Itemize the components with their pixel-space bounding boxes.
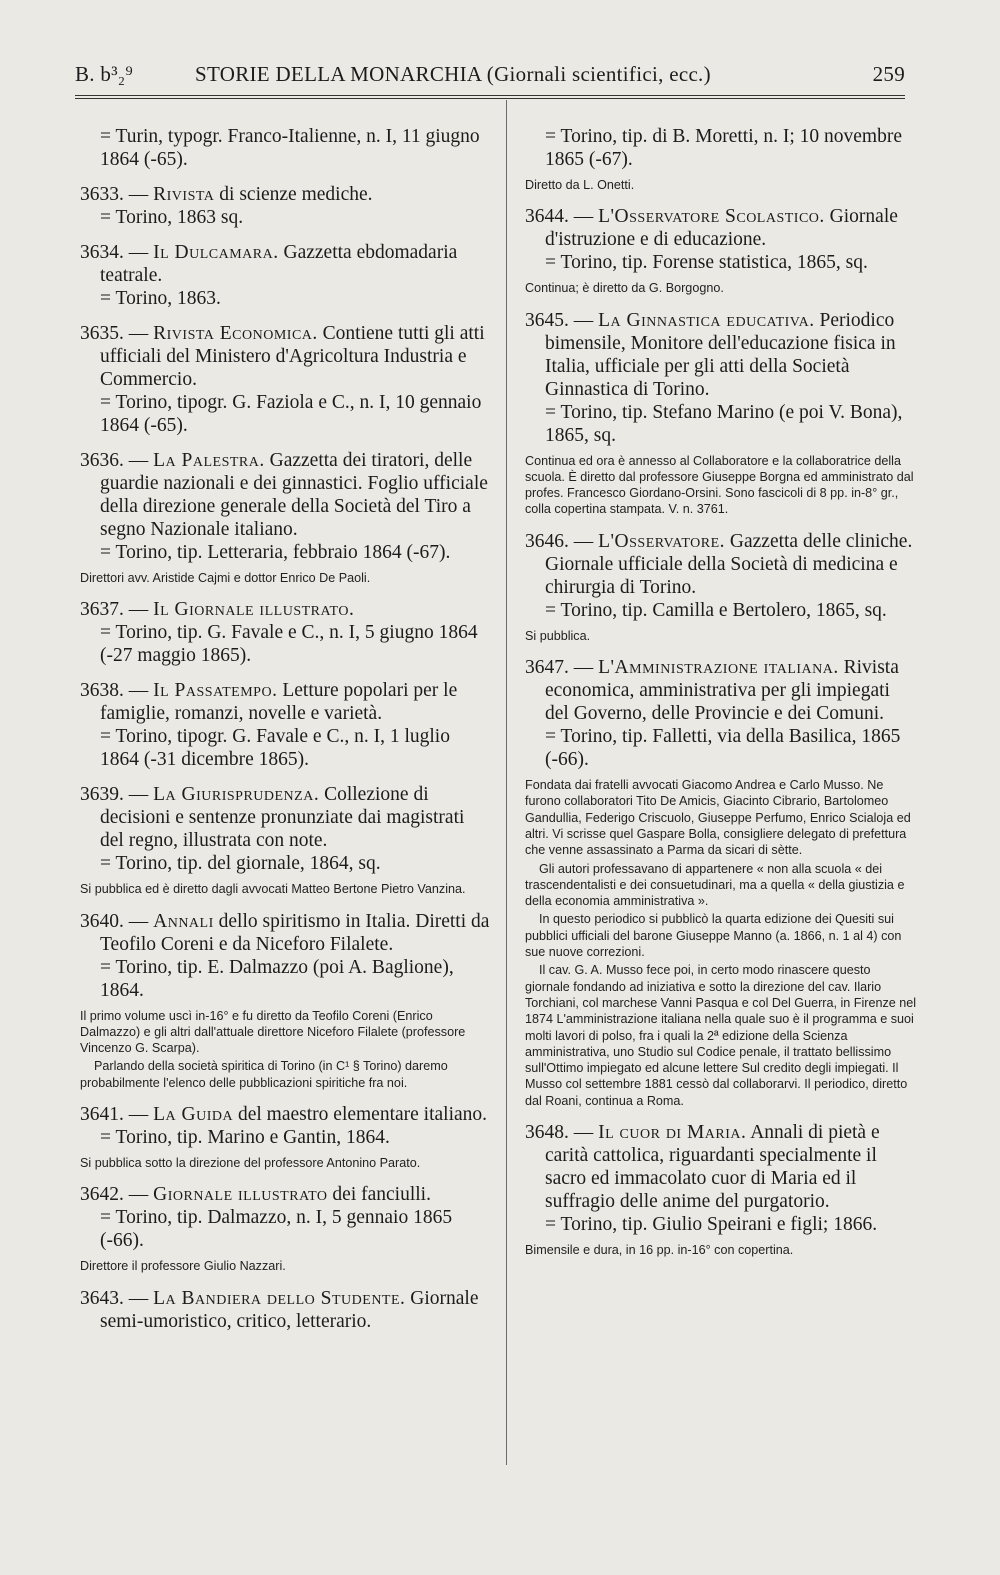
entry-description: Gazzetta dei tiratori, delle guardie nazionali e dei ginnastici. Foglio ufficiale della direzione generale della Società del Tiro a segno Nazionale italiano. [100,450,488,540]
periodical-title: La Ginnastica educativa. [598,309,815,331]
entry-heading: 3648. — Il cuor di Maria. Annali di pietà e carità cattolica, riguardanti specialmente il sacro ed immacolato cuor di Maria ed il suffragio delle anime del purgatorio. [525,1122,880,1213]
entry-description: Gazzetta ebdomadaria teatrale. [100,242,458,286]
running-title: STORIE DELLA MONARCHIA (Giornali scientifici, ecc.) [195,62,711,86]
periodical-title: L'Osservatore. [598,530,726,552]
periodical-title: Giornale illustrato [153,1184,328,1206]
entry-description: Collezione di decisioni e sentenze pronunziate dai magistrati del regno, illustrata con note. [100,784,465,852]
imprint-line: = Torino, tip. Letteraria, febbraio 1864 (-67). [100,542,451,563]
periodical-title: Annali [153,910,214,932]
signature-mark: B. b³₂⁹ [75,62,134,86]
catalog-entry [525,309,917,518]
periodical-title: La Palestra. [153,450,265,471]
entry-note: Si pubblica. [525,628,591,643]
periodical-title: L'Osservatore Scolastico. [598,206,825,228]
entry-description: dello spiritismo in Italia. Diretti da Teofilo Coreni e da Niceforo Filalete. [100,910,490,955]
entry-heading: 3645. — La Ginnastica educativa. Periodico bimensile, Monitore dell'educazione fisica in Italia, ufficiale per gli atti della Società Ginnastica di Torino. [525,309,896,400]
imprint-line: = Torino, tip. Forense statistica, 1865, sq. [545,252,868,274]
imprint-line: = Torino, tip. di B. Moretti, n. I; 10 novembre 1865 (-67). [545,126,902,170]
running-header [75,58,905,88]
catalog-entry [80,183,490,229]
entry-description: Contiene tutti gli atti ufficiali del Ministero d'Agricoltura Industria e Commercio. [100,323,485,390]
entry-description: Letture popolari per le famiglie, romanzi, novelle e varietà. [100,680,458,725]
imprint-line: = Torino, tip. G. Favale e C., n. I, 5 giugno 1864 (-27 maggio 1865). [100,622,478,667]
catalog-entry [80,449,490,586]
entry-heading: 3636. — La Palestra. Gazzetta dei tiratori, delle guardie nazionali e dei ginnastici. Foglio ufficiale della direzione generale della Società del Tiro a segno Nazionale italiano. [80,450,488,540]
left-column [80,125,490,1345]
entry-number: 3641. [80,1104,124,1126]
entry-heading: 3646. — L'Osservatore. Gazzetta delle cliniche. Giornale ufficiale della Società di medicina e chirurgia di Torino. [525,530,913,598]
imprint-line: = Torino, 1863 sq. [100,207,244,228]
periodical-title: Il Passatempo. [153,680,278,702]
periodical-title: L'Amministrazione italiana. [598,657,839,679]
entry-heading: 3643. — La Bandiera dello Studente. Giornale semi-umoristico, critico, letterario. [80,1287,479,1332]
periodical-title: Rivista Economica. [153,323,318,344]
entry-note: Diretto da L. Onetti. [525,178,635,192]
entry-note: Direttori avv. Aristide Cajmi e dottor Enrico De Paoli. [80,571,371,585]
entry-number: 3645. [525,309,569,331]
entry-description: Rivista economica, amministrativa per gli impiegati del Governo, delle Provincie e dei Comuni. [545,657,899,725]
column-divider [506,100,507,1465]
entry-note: Fondata dai fratelli avvocati Giacomo Andrea e Carlo Musso. Ne furono collaboratori Tito De Amicis, Giacinto Cibrario, Bartolomeo Gandullia, Federigo Criscuolo, Giuseppe Perfumo, Enrico Scialoja ed altri. Vi scrisse quel Gaspare Bolla, consigliere delegato di prefettura che venne assassinato a Parma da sicari di sètte. [525,778,911,858]
imprint-line: = Torino, tip. del giornale, 1864, sq. [100,853,381,875]
entry-note: Il cav. G. A. Musso fece poi, in certo modo rinascere questo giornale fondando ad iniziativa e sotto la direzione del cav. Ilario Torchiani, col marchese Vanni Pasqua e col Del Guerra, in Firenze nel 1874 L'amministrazione italiana nella quale suo è il programma e suoi molti lavori di polso, fra i quali la 2ª edizione della Scienza amministrativa, uno Studio sul Codice penale, il trattato bellissimo sull'Ottimo impiegato ed alcune lettere Sul credito degli impiegati. Il Musso col settembre 1881 cessò dal collaborarvi. Il periodico, diretto dal Roani, continua a Roma. [525,963,917,1108]
entry-number: 3646. [525,530,569,552]
entry-number: 3639. [80,784,124,806]
entry-number: 3637. [80,599,124,621]
catalog-entry [80,910,490,1091]
entry-number: 3638. [80,680,124,702]
entry-heading: 3639. — La Giurisprudenza. Collezione di decisioni e sentenze pronunziate dai magistrati del regno, illustrata con note. [80,784,465,852]
entry-heading: 3641. — La Guida del maestro elementare italiano. [80,1104,488,1126]
entry-heading: 3647. — L'Amministrazione italiana. Rivista economica, amministrativa per gli impiegati del Governo, delle Provincie e dei Comuni. [525,657,899,725]
catalog-entry [80,1183,490,1274]
catalog-entry [80,598,490,667]
entry-description: del maestro elementare italiano. [233,1104,488,1126]
header-rule [75,95,905,96]
catalog-entry [525,530,917,644]
entry-heading: 3642. — Giornale illustrato dei fanciulli. [80,1184,431,1206]
catalog-entry [80,125,490,171]
entry-note: Parlando della società spiritica di Torino (in C¹ § Torino) daremo probabilmente l'elenco delle pubblicazioni spiritiche fra noi. [80,1059,448,1090]
entry-description: Periodico bimensile, Monitore dell'educazione fisica in Italia, ufficiale per gli atti della Società Ginnastica di Torino. [545,309,896,400]
periodical-title: Il cuor di Maria. [598,1122,747,1144]
entry-number: 3642. [80,1184,124,1206]
entry-number: 3635. [80,323,124,344]
entry-number: 3636. [80,450,124,471]
entry-number: 3647. [525,657,569,679]
periodical-title: La Bandiera dello Studente. [153,1287,406,1309]
catalog-entry [525,656,917,1109]
periodical-title: Il Giornale illustrato. [153,599,355,621]
entry-description: dei fanciulli. [327,1184,431,1206]
entry-note: In questo periodico si pubblicò la quarta edizione dei Quesiti sui pubblici ufficiali del barone Giuseppe Manno (a. 1866, n. 1 al 4) con sue nuove correzioni. [525,912,902,960]
entry-heading: 3633. — Rivista di scienze mediche. [80,184,373,205]
right-column [525,125,917,1270]
imprint-line: = Torino, tip. Marino e Gantin, 1864. [100,1127,390,1149]
entry-number: 3644. [525,206,569,228]
catalog-entry [80,241,490,310]
imprint-line: = Torino, tipogr. G. Favale e C., n. I, 1 luglio 1864 (-31 dicembre 1865). [100,726,450,771]
periodical-title: La Guida [153,1104,234,1126]
header-rule-double [75,98,905,99]
imprint-line: = Torino, tip. Camilla e Bertolero, 1865, sq. [545,599,887,621]
periodical-title: La Giurisprudenza. [153,784,320,806]
imprint-line: = Torino, tip. Stefano Marino (e poi V. Bona), 1865, sq. [545,401,903,446]
catalog-entry [80,1287,490,1333]
entry-description: Giornale semi-umoristico, critico, letterario. [100,1287,479,1332]
entry-number: 3634. [80,242,124,263]
entry-note: Si pubblica ed è diretto dagli avvocati Matteo Bertone Pietro Vanzina. [80,882,466,897]
entry-heading: 3637. — Il Giornale illustrato. [80,599,355,621]
entry-note: Bimensile e dura, in 16 pp. in-16° con copertina. [525,1243,794,1258]
imprint-line: = Torino, tipogr. G. Faziola e C., n. I, 10 gennaio 1864 (-65). [100,392,482,436]
catalog-entry [80,679,490,771]
entry-number: 3648. [525,1122,569,1144]
entry-description: Giornale d'istruzione e di educazione. [545,206,898,251]
page-number: 259 [872,62,905,86]
entry-heading: 3635. — Rivista Economica. Contiene tutti gli atti ufficiali del Ministero d'Agricoltura Industria e Commercio. [80,323,485,390]
entry-description: di scienze mediche. [214,184,373,205]
imprint-line: = Torino, tip. Falletti, via della Basilica, 1865 (-66). [545,726,901,771]
catalog-entry [80,322,490,437]
entry-heading: 3634. — Il Dulcamara. Gazzetta ebdomadaria teatrale. [80,242,458,286]
entry-note: Il primo volume uscì in-16° e fu diretto da Teofilo Coreni (Enrico Dalmazzo) e gli altri dall'attuale direttore Niceforo Filalete (professore Vincenzo G. Scarpa). [80,1008,466,1056]
imprint-line: = Turin, typogr. Franco-Italienne, n. I, 11 giugno 1864 (-65). [100,126,480,170]
entry-number: 3640. [80,910,124,932]
entry-heading: 3640. — Annali dello spiritismo in Italia. Diretti da Teofilo Coreni e da Niceforo Filalete. [80,910,490,955]
catalog-entry [525,125,917,193]
imprint-line: = Torino, tip. E. Dalmazzo (poi A. Baglione), 1864. [100,956,454,1001]
catalog-entry [80,1103,490,1171]
entry-note: Continua; è diretto da G. Borgogno. [525,281,724,296]
imprint-line: = Torino, 1863. [100,288,221,309]
entry-number: 3643. [80,1287,124,1309]
entry-note: Gli autori professavano di appartenere « non alla scuola « dei trascendentalisti e dei consuetudinari, ma a quella « della giustizia e della economia amministrativa ». [525,861,905,909]
entry-heading: 3644. — L'Osservatore Scolastico. Giornale d'istruzione e di educazione. [525,206,898,251]
entry-number: 3633. [80,184,124,205]
periodical-title: Il Dulcamara. [153,242,279,263]
entry-note: Continua ed ora è annesso al Collaboratore e la collaboratrice della scuola. È diretto dal professore Giuseppe Borgna ed amministrato dal profes. Francesco Giordano-Orsini. Sono fascicoli di 8 pp. in-8° gr., colla copertina stampata. V. n. 3761. [525,453,914,517]
catalog-entry [525,205,917,296]
catalog-entry [525,1121,917,1258]
entry-note: Si pubblica sotto la direzione del professore Antonino Parato. [80,1156,421,1171]
periodical-title: Rivista [153,184,215,205]
catalog-entry [80,783,490,897]
imprint-line: = Torino, tip. Dalmazzo, n. I, 5 gennaio 1865 (-66). [100,1207,453,1252]
entry-description: Annali di pietà e carità cattolica, riguardanti specialmente il sacro ed immacolato cuor di Maria ed il suffragio delle anime del purgatorio. [545,1122,880,1213]
entry-description: Gazzetta delle cliniche. Giornale ufficiale della Società di medicina e chirurgia di Torino. [545,530,913,598]
entry-note: Direttore il professore Giulio Nazzari. [80,1259,286,1274]
imprint-line: = Torino, tip. Giulio Speirani e figli; 1866. [545,1214,878,1236]
entry-heading: 3638. — Il Passatempo. Letture popolari per le famiglie, romanzi, novelle e varietà. [80,680,458,725]
